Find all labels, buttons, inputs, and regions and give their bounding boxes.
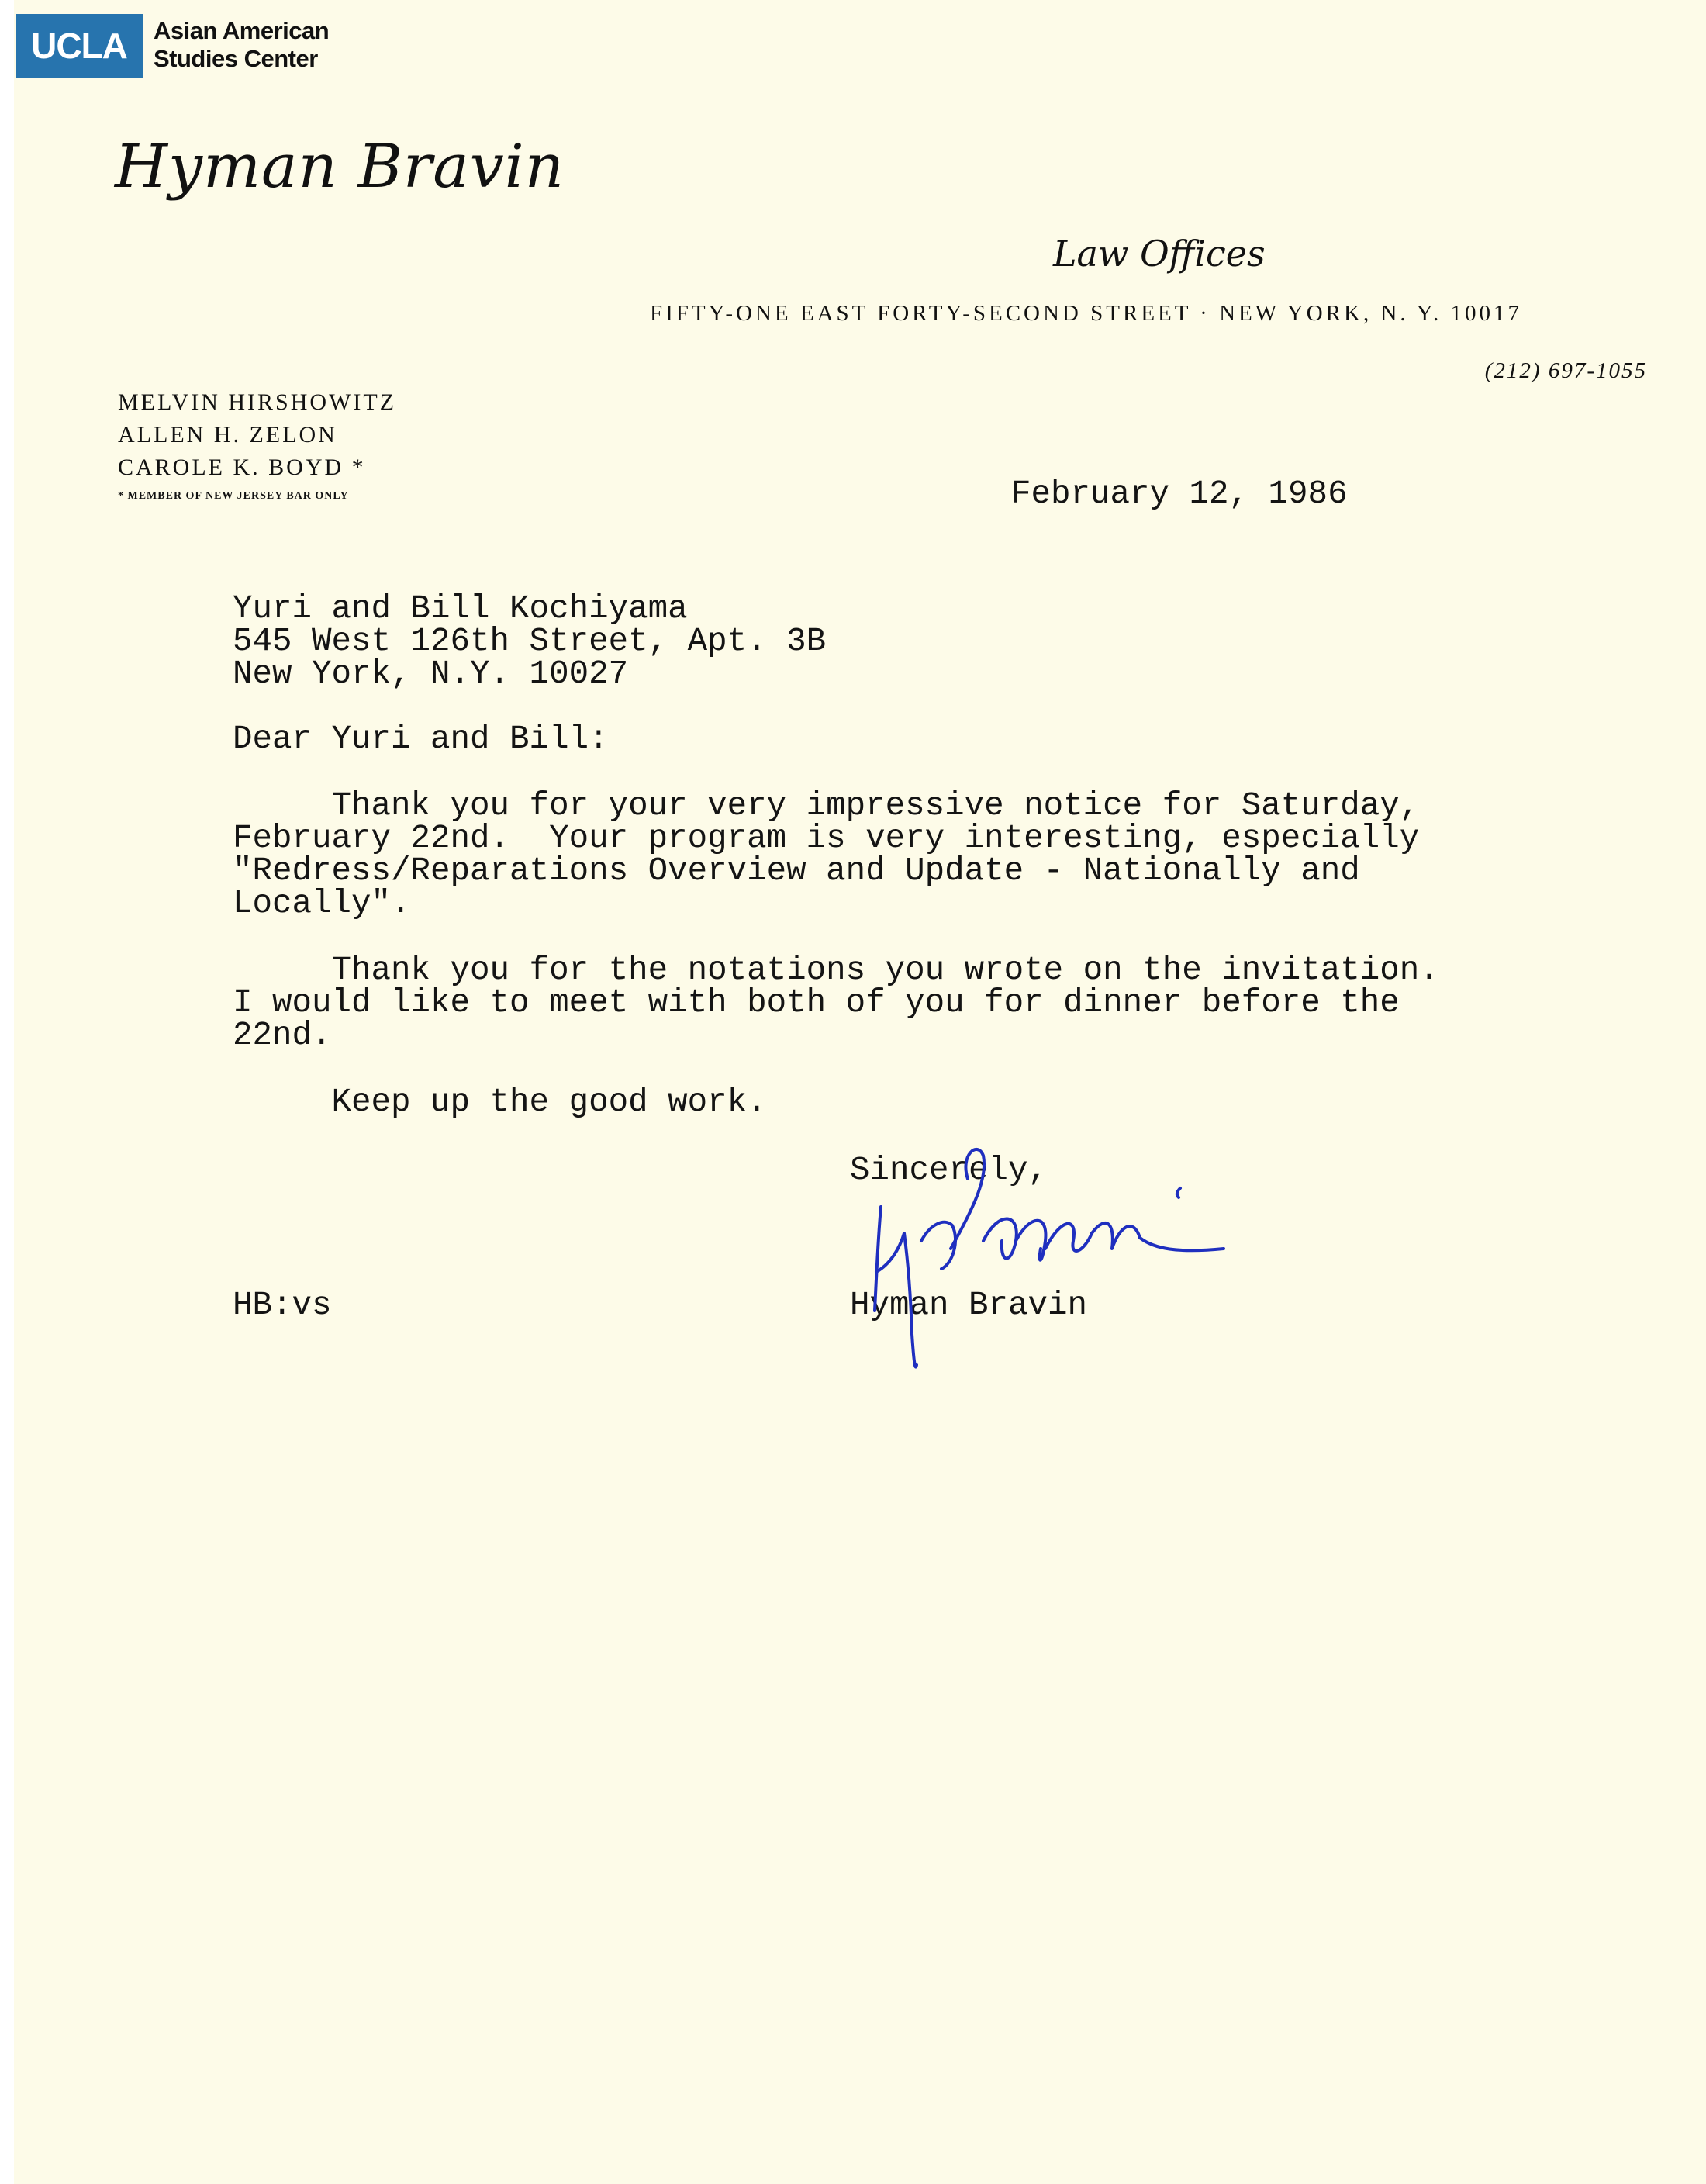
typist-initials: HB:vs — [233, 1287, 332, 1324]
paragraph-line: Thank you for the notations you wrote on the invitation. — [233, 952, 1439, 989]
handwritten-signature — [836, 1132, 1301, 1381]
paragraph-line: 22nd. — [233, 1017, 332, 1054]
street-address: FIFTY-ONE EAST FORTY-SECOND STREET · NEW YORK, N. Y. 10017 — [650, 301, 1523, 326]
recipient-line: Yuri and Bill Kochiyama — [233, 590, 688, 627]
partner-name: ALLEN H. ZELON — [118, 422, 337, 448]
letter-date: February 12, 1986 — [1011, 475, 1348, 513]
paragraph-line: "Redress/Reparations Overview and Update - Nationally and — [233, 852, 1360, 890]
paragraph-line: Keep up the good work. — [233, 1083, 767, 1121]
paragraph-line: Locally". — [233, 885, 411, 922]
salutation: Dear Yuri and Bill: — [233, 721, 609, 758]
letter-page — [14, 0, 1706, 2184]
closing: Sincerely, — [850, 1152, 1048, 1189]
center-name-line2: Studies Center — [154, 45, 318, 72]
paragraph-line: Thank you for your very impressive notice for Saturday, — [233, 787, 1420, 824]
paragraph-line: February 22nd. Your program is very interesting, especially — [233, 820, 1420, 857]
law-offices-label: Law Offices — [1053, 233, 1266, 275]
center-name — [154, 17, 329, 73]
partner-name: MELVIN HIRSHOWITZ — [118, 389, 397, 415]
paragraph-line: I would like to meet with both of you for dinner before the — [233, 984, 1400, 1021]
partner-name: CAROLE K. BOYD * — [118, 454, 366, 480]
ucla-logo: UCLA — [16, 14, 143, 78]
phone-number: (212) 697-1055 — [1484, 358, 1647, 383]
recipient-line: New York, N.Y. 10027 — [233, 655, 629, 693]
firm-name: Hyman Bravin — [115, 132, 565, 202]
bar-membership-note: * MEMBER OF NEW JERSEY BAR ONLY — [118, 490, 349, 502]
recipient-line: 545 West 126th Street, Apt. 3B — [233, 623, 827, 660]
center-name-line1: Asian American — [154, 17, 330, 44]
signer-name: Hyman Bravin — [850, 1287, 1088, 1324]
